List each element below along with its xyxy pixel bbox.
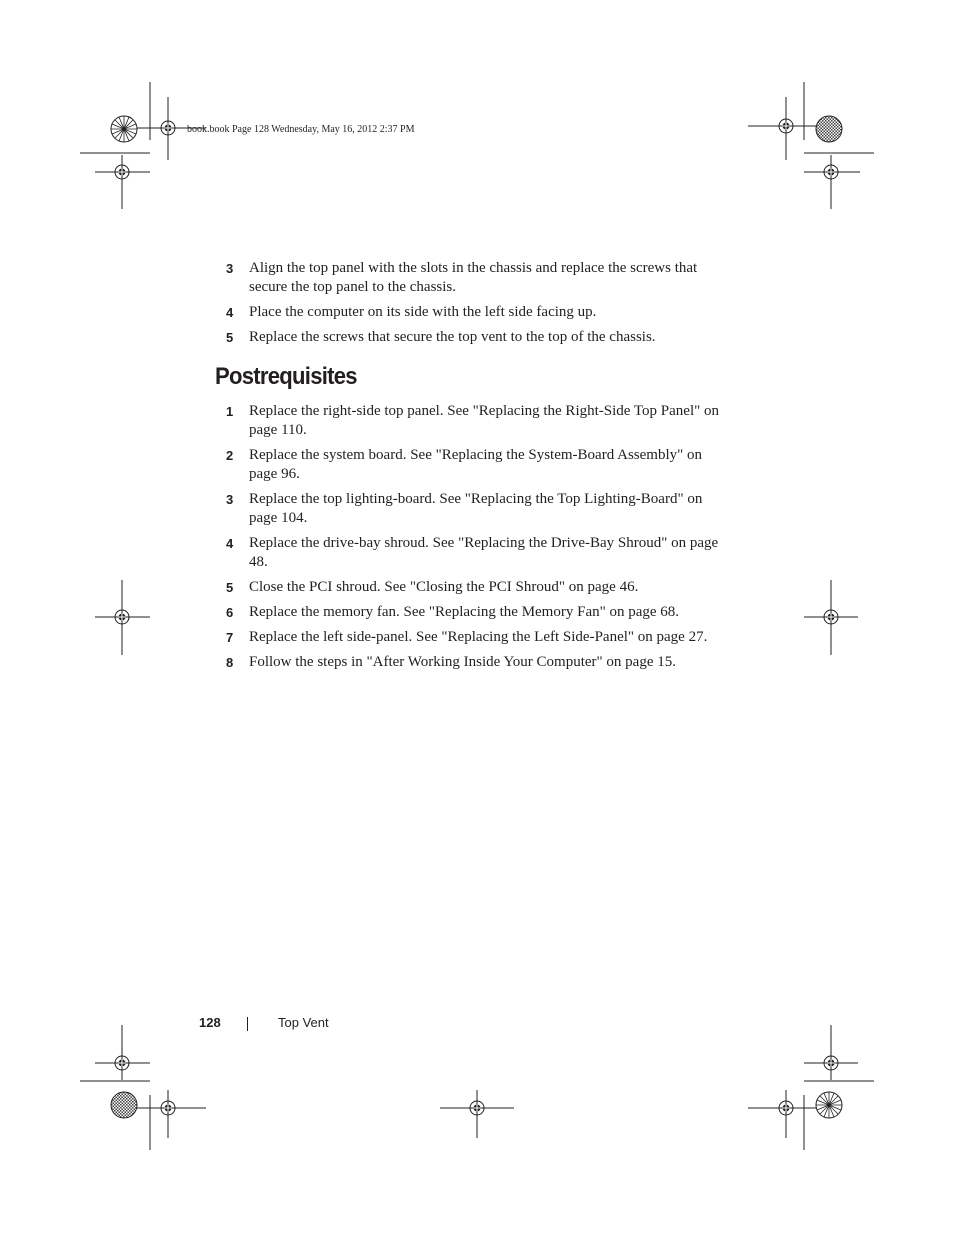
step-text: Replace the left side-panel. See "Replacing the Left Side-Panel" on page 27. <box>249 629 708 645</box>
list-item <box>226 628 726 647</box>
postrequisites-list <box>226 402 726 678</box>
list-item <box>226 402 726 440</box>
list-item <box>226 578 726 597</box>
step-text: Replace the screws that secure the top vent to the top of the chassis. <box>249 329 656 345</box>
step-text: Replace the top lighting-board. See "Replacing the Top Lighting-Board" on page 104. <box>249 491 703 526</box>
step-text: Replace the right-side top panel. See "Replacing the Right-Side Top Panel" on page 110. <box>249 403 719 438</box>
step-text: Place the computer on its side with the left side facing up. <box>249 304 597 320</box>
step-number: 7 <box>226 630 234 645</box>
list-item <box>226 534 726 572</box>
step-text: Replace the memory fan. See "Replacing the Memory Fan" on page 68. <box>249 604 680 620</box>
step-number: 5 <box>226 580 234 595</box>
slug-line: book.book Page 128 Wednesday, May 16, 2012 2:37 PM <box>187 124 415 135</box>
list-item <box>226 603 726 622</box>
list-item <box>226 446 726 484</box>
step-text: Follow the steps in "After Working Inside Your Computer" on page 15. <box>249 654 676 670</box>
step-text: Replace the drive-bay shroud. See "Replacing the Drive-Bay Shroud" on page 48. <box>249 535 719 570</box>
step-number: 1 <box>226 404 234 419</box>
footer-section-title: Top Vent <box>278 1015 329 1030</box>
step-number: 4 <box>226 305 234 320</box>
step-text: Replace the system board. See "Replacing the System-Board Assembly" on page 96. <box>249 447 702 482</box>
page-number: 128 <box>199 1015 221 1030</box>
step-text: Align the top panel with the slots in the chassis and replace the screws that secure the top panel to the chassis. <box>249 260 698 295</box>
step-number: 5 <box>226 330 234 345</box>
list-item <box>226 303 726 322</box>
step-number: 3 <box>226 492 234 507</box>
steps-list-continued <box>226 259 726 353</box>
step-number: 3 <box>226 261 234 276</box>
step-text: Close the PCI shroud. See "Closing the PCI Shroud" on page 46. <box>249 579 639 595</box>
step-number: 8 <box>226 655 234 670</box>
list-item <box>226 653 726 672</box>
list-item <box>226 490 726 528</box>
footer-separator <box>247 1017 248 1031</box>
list-item <box>226 259 726 297</box>
section-heading: Postrequisites <box>215 363 357 390</box>
step-number: 2 <box>226 448 234 463</box>
step-number: 6 <box>226 605 234 620</box>
list-item <box>226 328 726 347</box>
step-number: 4 <box>226 536 234 551</box>
